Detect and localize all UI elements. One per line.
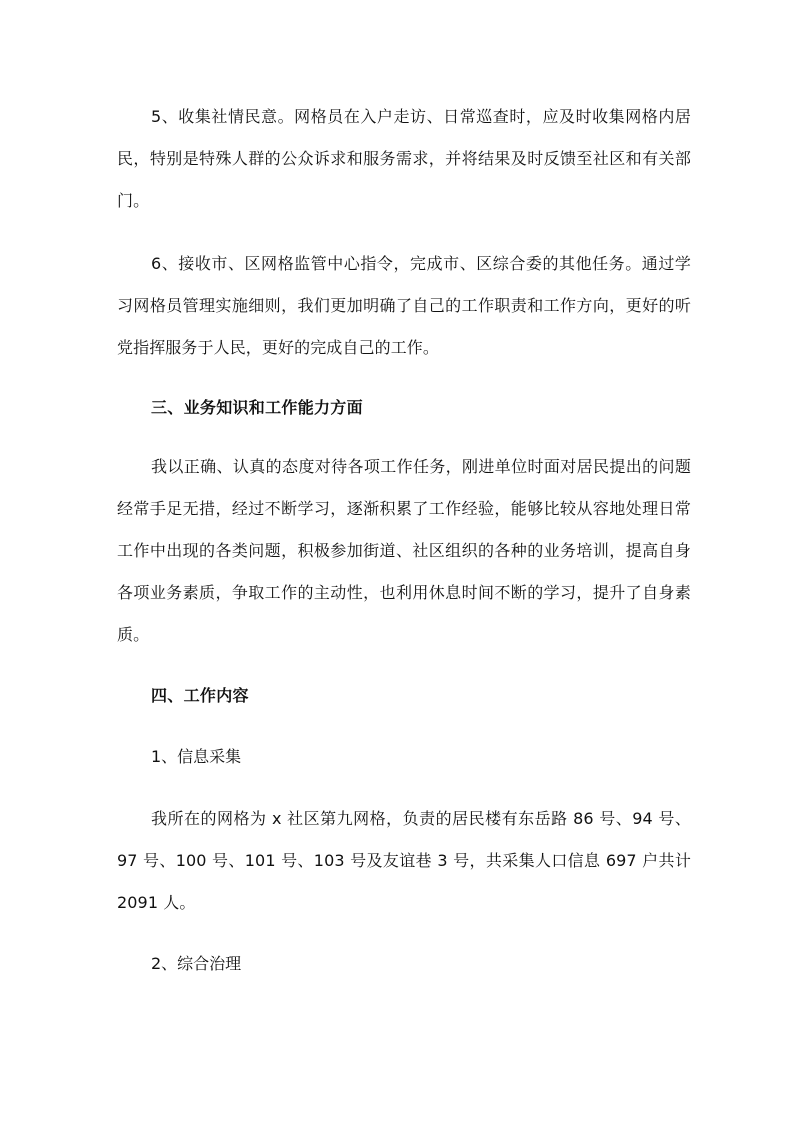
subsection-title-comprehensive-governance: 2、综合治理 (151, 954, 242, 973)
paragraph-collect-public-opinion: 5、收集社情民意。网格员在入户走访、日常巡查时，应及时收集网格内居民，特别是特殊人群的公众诉求和服务需求，并将结果及时反馈至社区和有关部门。 (117, 107, 691, 210)
paragraph-business-knowledge: 我以正确、认真的态度对待各项工作任务，刚进单位时面对居民提出的问题经常手足无措，经过不断学习，逐渐积累了工作经验，能够比较从容地处理日常工作中出现的各类问题，积极参加街道、社区组织的各种的业务培训，提高自身各项业务素质，争取工作的主动性，也利用休息时间不断的学习，提升了自身素质。 (117, 457, 691, 644)
section-heading-work-content: 四、工作内容 (151, 686, 249, 705)
subsection-title-info-collection: 1、信息采集 (151, 747, 242, 766)
paragraph-receive-instructions: 6、接收市、区网格监管中心指令，完成市、区综合委的其他任务。通过学习网格员管理实施细则，我们更加明确了自己的工作职责和工作方向，更好的听党指挥服务于人民，更好的完成自己的工作。 (117, 254, 691, 357)
section-heading-business-knowledge: 三、业务知识和工作能力方面 (151, 398, 363, 417)
paragraph-info-collection: 我所在的网格为 x 社区第九网格，负责的居民楼有东岳路 86 号、94 号、97 号、100 号、101 号、103 号及友谊巷 3 号，共采集人口信息 697 户共计2091 人。 (117, 809, 691, 912)
